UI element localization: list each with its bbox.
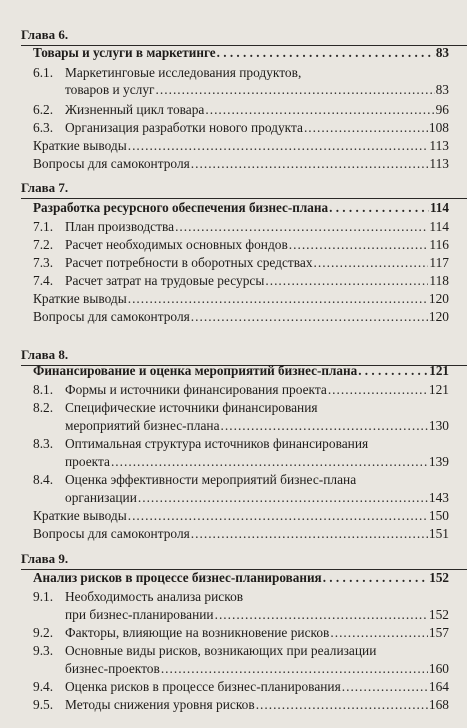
page-number: 130: [428, 418, 449, 433]
section-number: 8.4.: [33, 472, 54, 487]
page-number: 114: [429, 219, 449, 234]
toc-item: [33, 236, 449, 253]
toc-summary: [33, 290, 449, 307]
section-number: 6.3.: [33, 120, 54, 135]
chapter-title: Финансирование и оценка мероприятий бизнес-плана: [33, 363, 358, 378]
leader-dots: [138, 489, 428, 506]
chapter-title: Анализ рисков в процессе бизнес-планирования: [33, 570, 322, 585]
section-title: Оценка эффективности мероприятий бизнес-плана: [65, 472, 357, 487]
page-number: 113: [429, 156, 449, 171]
page-number: 120: [428, 309, 449, 324]
leader-dots: [161, 660, 428, 677]
leader-dots: [314, 254, 429, 271]
page-number: 157: [428, 625, 449, 640]
section-number: 9.3.: [33, 643, 54, 658]
leader-dots: [128, 507, 428, 524]
section-title: Оценка рисков в процессе бизнес-планирования: [65, 679, 341, 694]
section-number: 8.1.: [33, 382, 54, 397]
section-number: 9.1.: [33, 589, 54, 604]
section-title: Факторы, влияющие на возникновение рисков: [65, 625, 330, 640]
leader-dots: [205, 101, 434, 118]
toc-item: [33, 678, 449, 695]
page-number: 118: [429, 273, 449, 288]
leader-dots: [191, 155, 429, 172]
section-title: Расчет необходимых основных фондов: [65, 237, 288, 252]
leader-dots: [217, 44, 435, 61]
chapter-title-row: [33, 44, 449, 61]
chapter-title: Разработка ресурсного обеспечения бизнес-плана: [33, 200, 329, 215]
questions-label: Вопросы для самоконтроля: [33, 309, 190, 324]
toc-questions: [33, 155, 449, 172]
section-title: Необходимость анализа рисков: [65, 589, 244, 604]
leader-dots: [328, 381, 428, 398]
leader-dots: [358, 362, 428, 379]
page-number: 168: [428, 697, 449, 712]
page-number: 116: [429, 237, 449, 252]
toc-item-continuation: [65, 417, 449, 434]
leader-dots: [265, 272, 428, 289]
chapter-label: Глава 7.: [21, 180, 69, 195]
page-number: 121: [429, 363, 449, 378]
section-title: Основные виды рисков, возникающих при реализации: [65, 643, 377, 658]
leader-dots: [156, 81, 435, 98]
section-number: 6.1.: [33, 65, 54, 80]
section-number: 7.2.: [33, 237, 54, 252]
section-title: Расчет потребности в оборотных средствах: [65, 255, 313, 270]
questions-label: Вопросы для самоконтроля: [33, 156, 190, 171]
section-title: Оптимальная структура источников финансирования: [65, 436, 369, 451]
section-title: Расчет затрат на трудовые ресурсы: [65, 273, 265, 288]
section-number: 7.1.: [33, 219, 54, 234]
toc-item: [33, 471, 449, 488]
section-number: 7.3.: [33, 255, 54, 270]
toc-item-continuation: [65, 489, 449, 506]
page-number: 83: [435, 82, 449, 97]
leader-dots: [304, 119, 428, 136]
section-title-cont: проекта: [65, 454, 110, 469]
toc-item: [33, 64, 449, 81]
toc-item-continuation: [65, 660, 449, 677]
section-number: 7.4.: [33, 273, 54, 288]
toc-summary: [33, 507, 449, 524]
section-number: 8.3.: [33, 436, 54, 451]
page-number: 164: [428, 679, 449, 694]
toc-item: [33, 254, 449, 271]
leader-dots: [342, 678, 428, 695]
section-number: 9.5.: [33, 697, 54, 712]
toc-item: [33, 435, 449, 452]
chapter-title-row: [33, 569, 449, 586]
toc-item: [33, 101, 449, 118]
toc-item: [33, 399, 449, 416]
toc-item: [33, 588, 449, 605]
toc-item-continuation: [65, 81, 449, 98]
summary-label: Краткие выводы: [33, 291, 127, 306]
chapter-label: Глава 9.: [21, 551, 69, 566]
summary-label: Краткие выводы: [33, 138, 127, 153]
section-title: Специфические источники финансирования: [65, 400, 318, 415]
leader-dots: [256, 696, 428, 713]
toc-item: [33, 119, 449, 136]
toc-item: [33, 624, 449, 641]
section-title: Маркетинговые исследования продуктов,: [65, 65, 302, 80]
leader-dots: [221, 417, 428, 434]
section-number: 8.2.: [33, 400, 54, 415]
toc-item: [33, 642, 449, 659]
leader-dots: [330, 624, 428, 641]
page-number: 108: [428, 120, 449, 135]
page-number: 113: [429, 138, 449, 153]
leader-dots: [323, 569, 429, 586]
toc-summary: [33, 137, 449, 154]
section-title-cont: мероприятий бизнес-плана: [65, 418, 220, 433]
questions-label: Вопросы для самоконтроля: [33, 526, 190, 541]
toc-item: [33, 696, 449, 713]
section-title-cont: товаров и услуг: [65, 82, 155, 97]
leader-dots: [111, 453, 428, 470]
section-title: План производства: [65, 219, 175, 234]
chapter-title-row: [33, 362, 449, 379]
section-number: 6.2.: [33, 102, 54, 117]
summary-label: Краткие выводы: [33, 508, 127, 523]
page-number: 151: [428, 526, 449, 541]
leader-dots: [329, 199, 429, 216]
chapter-title: Товары и услуги в маркетинге: [33, 45, 216, 60]
page-number: 120: [428, 291, 449, 306]
chapter-label: Глава 6.: [21, 27, 69, 42]
section-title-cont: бизнес-проектов: [65, 661, 160, 676]
toc-questions: [33, 308, 449, 325]
page-number: 117: [429, 255, 449, 270]
toc-questions: [33, 525, 449, 542]
leader-dots: [128, 290, 428, 307]
page-number: 152: [429, 570, 449, 585]
leader-dots: [175, 218, 428, 235]
leader-dots: [289, 236, 429, 253]
page-number: 139: [428, 454, 449, 469]
section-title: Методы снижения уровня рисков: [65, 697, 255, 712]
section-number: 9.4.: [33, 679, 54, 694]
toc-item-continuation: [65, 453, 449, 470]
chapter-title-row: [33, 199, 449, 216]
section-title: Организация разработки нового продукта: [65, 120, 303, 135]
toc-item: [33, 218, 449, 235]
page-number: 150: [428, 508, 449, 523]
leader-dots: [191, 525, 428, 542]
leader-dots: [128, 137, 429, 154]
section-title-cont: организации: [65, 490, 137, 505]
section-title: Жизненный цикл товара: [65, 102, 205, 117]
page-number: 121: [428, 382, 449, 397]
section-number: 9.2.: [33, 625, 54, 640]
page-number: 160: [428, 661, 449, 676]
toc-item: [33, 381, 449, 398]
page-number: 152: [428, 607, 449, 622]
section-title-cont: при бизнес-планировании: [65, 607, 214, 622]
toc-item-continuation: [65, 606, 449, 623]
toc-item: [33, 272, 449, 289]
page-number: 143: [428, 490, 449, 505]
chapter-label: Глава 8.: [21, 347, 69, 362]
page-number: 114: [429, 200, 449, 215]
leader-dots: [191, 308, 428, 325]
page-number: 96: [435, 102, 449, 117]
leader-dots: [215, 606, 428, 623]
page-number: 83: [435, 45, 449, 60]
section-title: Формы и источники финансирования проекта: [65, 382, 327, 397]
